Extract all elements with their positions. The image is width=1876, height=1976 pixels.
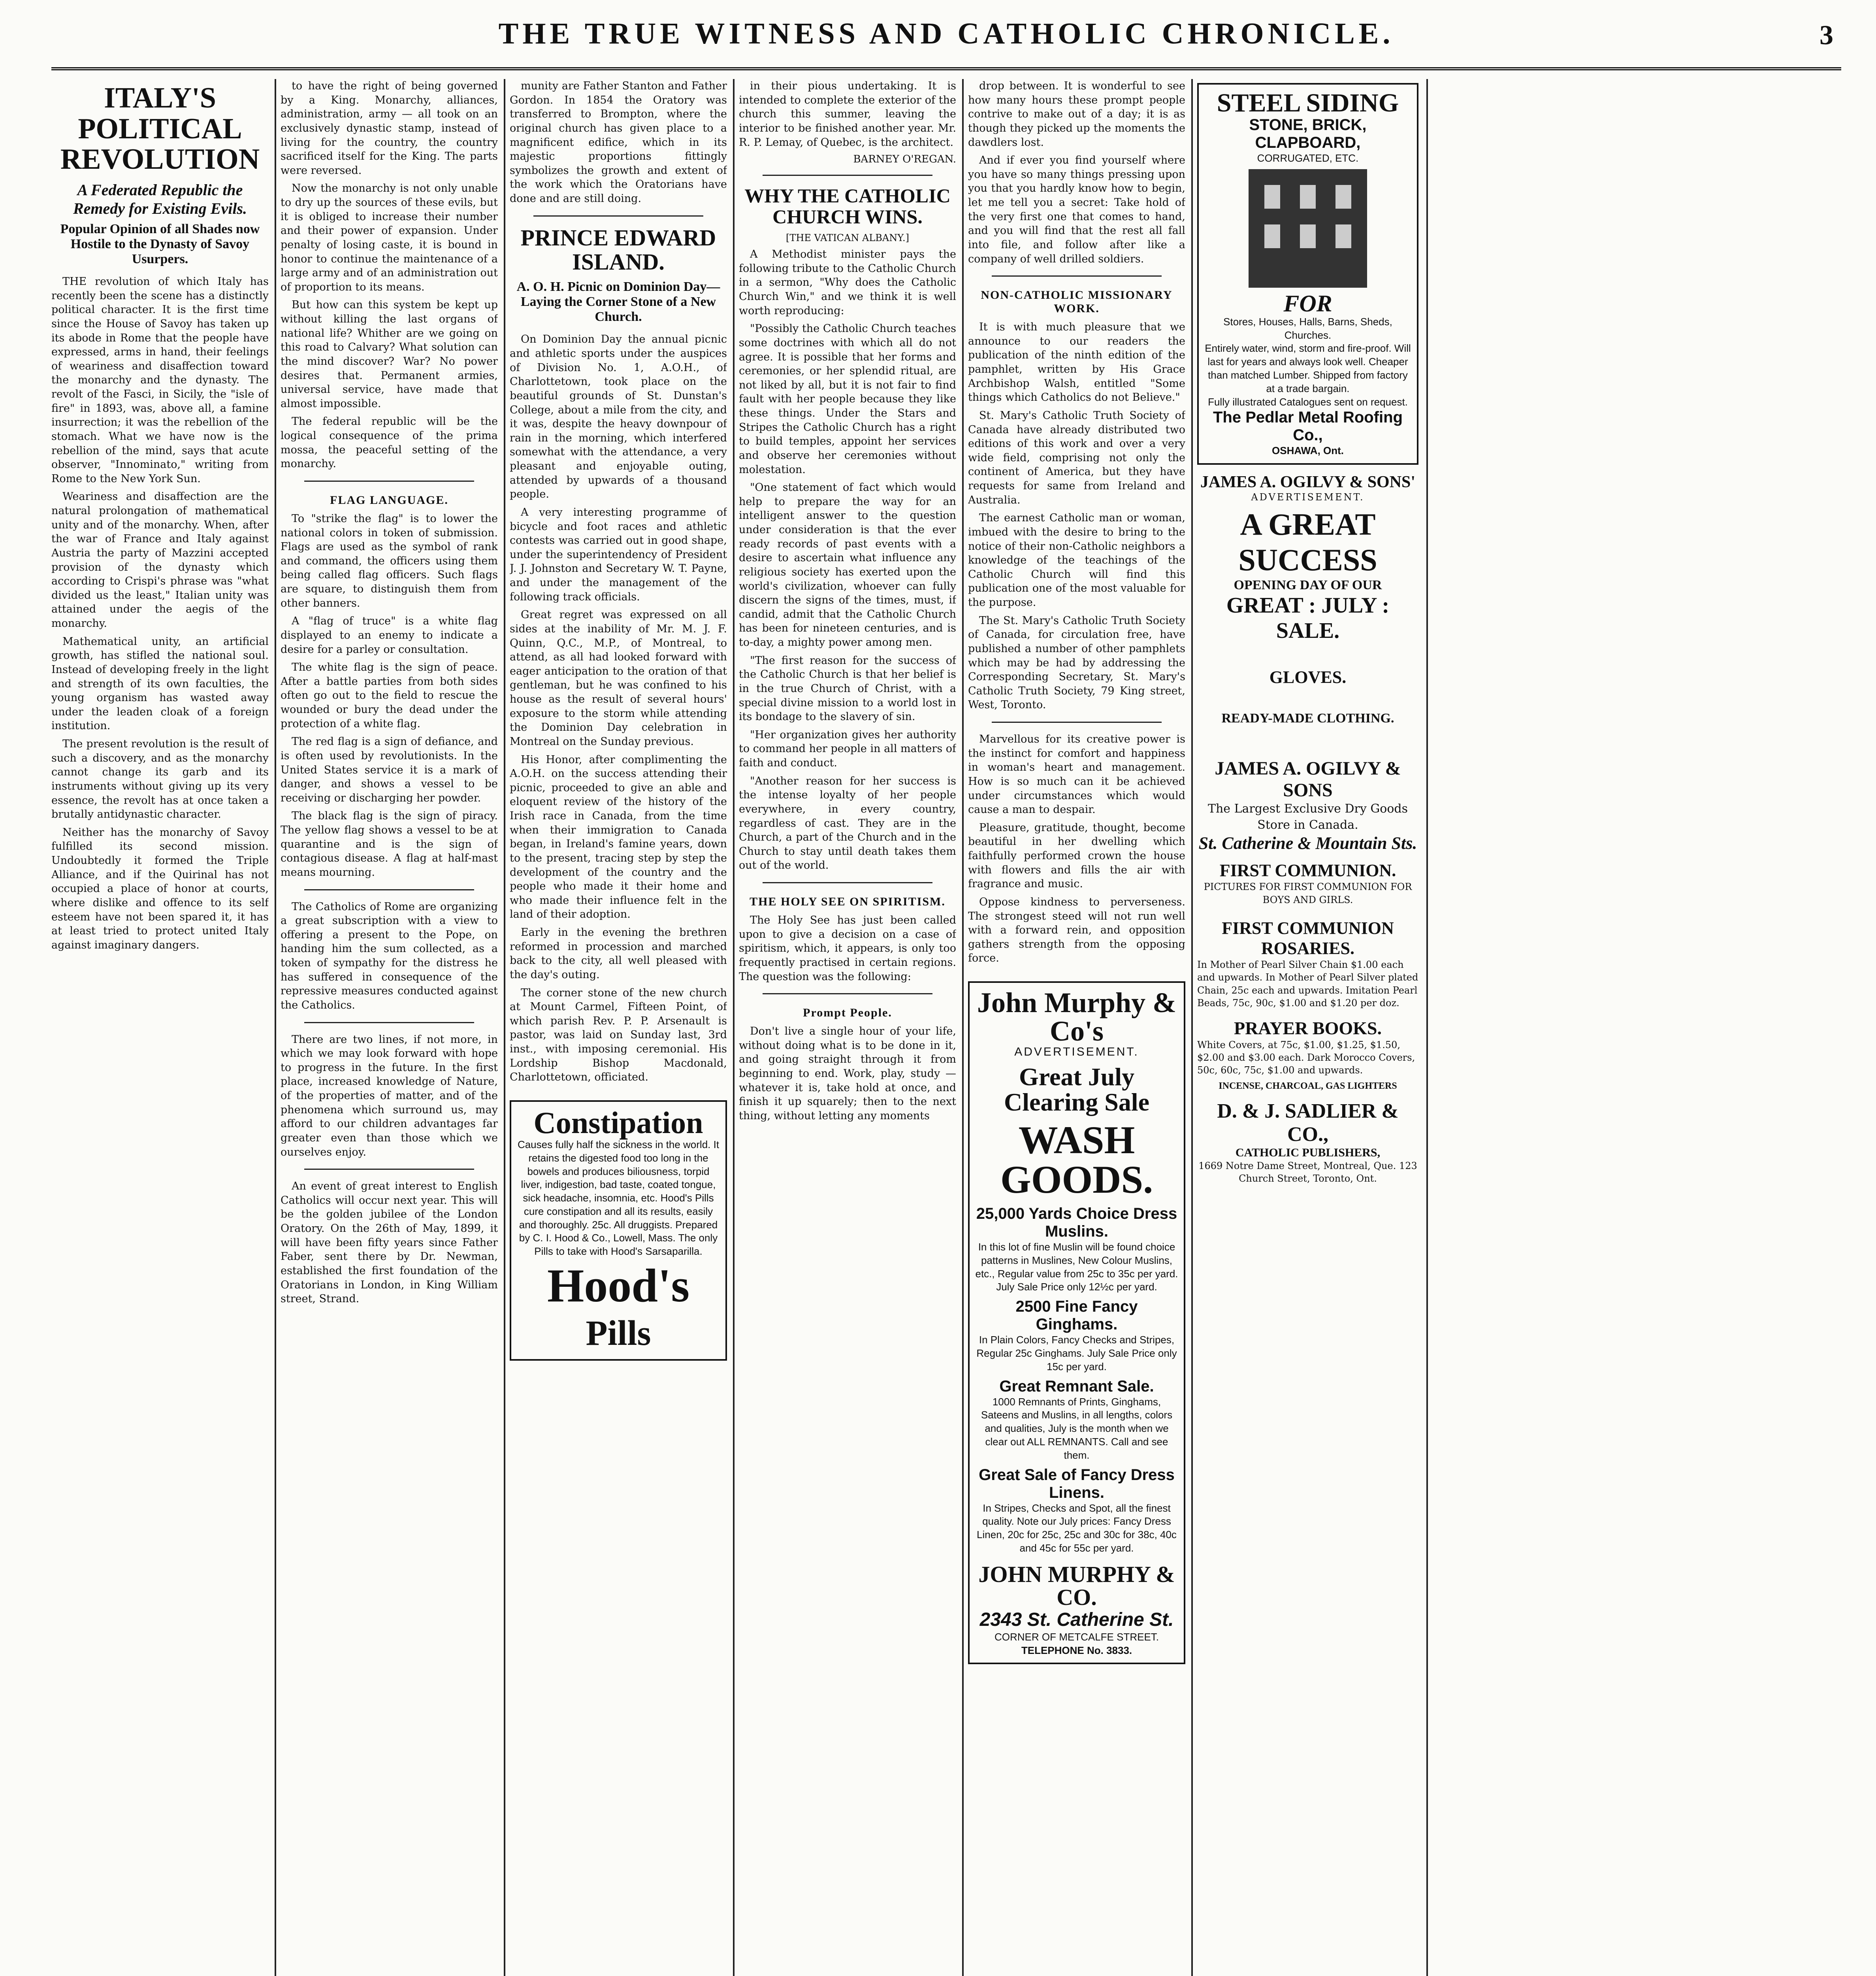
paragraph: Don't live a single hour of your life, without doing what is to be done in it, and going straight through it from beginning to end. Work, play, study — whatever it is, take hold at once, and finish it up squarely; then to the next thing, without letting any moments — [739, 1025, 956, 1122]
ad-heading: FIRST COMMUNION ROSARIES. — [1222, 918, 1394, 958]
ad-corner: CORNER OF METCALFE STREET. — [994, 1631, 1159, 1643]
paragraph: There are two lines, if not more, in which we may look forward with hope to progress in the future. In the first place, increased knowledge of Nature, of the properties of matter, and of the phenomena which surround us, may afford to our children advantages far greater even than those which we ourselves enjoy. — [281, 1033, 498, 1158]
ad-body: In Stripes, Checks and Spot, all the finest quality. Note our July prices: Fancy Dress Linen, 20c for 25c, 25c and 30c for 38c, 40c and 45c for 55c per yard. — [977, 1502, 1177, 1554]
article-headline: NON-CATHOLIC MISSIONARY WORK. — [981, 288, 1173, 315]
ad-body: Stores, Houses, Halls, Barns, Sheds, Churches. — [1223, 315, 1392, 341]
ad-address: St. Catherine & Mountain Sts. — [1198, 833, 1417, 853]
column-rule — [733, 79, 735, 1976]
ad-title: STEEL SIDING — [1217, 89, 1399, 117]
column-rule — [1191, 79, 1193, 1976]
ad-brand: Hood's — [547, 1259, 690, 1312]
divider — [992, 722, 1162, 723]
paragraph: A very interesting programme of bicycle and foot races and athletic contests was carried out in good shape, under the superintendency of President J. J. Johnston and Secretary W. T. Payne, and under the management of the following track officials. — [510, 506, 727, 603]
ad-firm: JAMES A. OGILVY & SONS — [1215, 758, 1401, 801]
paragraph: It is with much pleasure that we announce to our readers the publication of the ninth edition of the pamphlet, written by His Grace Archbishop Walsh, entitled "Some things which Catholics do not Believe." — [968, 321, 1185, 404]
ogilvy-ad — [1197, 473, 1418, 853]
paragraph: The present revolution is the result of such a discovery, and as the monarchy cannot change its garb and its instruments without giving up its very essence, the revolt has at once taken a brutally antidynastic character. — [51, 738, 269, 821]
paragraph: The corner stone of the new church at Mount Carmel, Fifteen Point, of which parish Rev. P. P. Arsenault is pastor, was laid on Sunday last, 3rd inst., with imposing ceremonial. His Lordship Bishop Macdonald, Charlottetown, officiated. — [510, 986, 727, 1084]
byline: BARNEY O'REGAN. — [853, 153, 956, 166]
paragraph: to have the right of being governed by a King. Monarchy, alliances, administration, army — all took on an exclusively dynastic stamp, instead of living for the country, the country sacrificed itself for the King. The parts were reversed. — [281, 80, 498, 177]
paragraph: The earnest Catholic man or woman, imbued with the desire to bring to the notice of their non-Catholic neighbors a knowledge of the teachings of the Catholic Church will find this publication one of the most valuable for the purpose. — [968, 512, 1185, 609]
paragraph: But how can this system be kept up without killing the last organs of national life? Whither are we going on this road to Calvary? What solution can the mind discover? War? No power desires that. Permanent armies, universal service, have made that almost impossible. — [281, 299, 498, 410]
ad-firm-name: John Murphy & Co's — [977, 987, 1177, 1047]
column-3 — [510, 79, 727, 1976]
sadlier-ad — [1197, 860, 1418, 1185]
paragraph: "Possibly the Catholic Church teaches some doctrines with which all do not agree. It is possible that her forms and ceremonies, or her splendid ritual, are not liked by all, but it is not fair to find fault with her people because they like these things. Under the Stars and Stripes the Catholic Church has a right to build temples, appoint her services and observe her ceremonies without molestation. — [739, 322, 956, 476]
paragraph: Mathematical unity, an artificial growth, has stifled the national soul. Instead of developing freely in the light and strength of its own faculties, the young organism has wasted away under the leaden cloak of a foreign institution. — [51, 635, 269, 732]
ad-line: 25,000 Yards Choice Dress Muslins. — [976, 1205, 1177, 1240]
ad-great-sale: GREAT : JULY : SALE. — [1226, 593, 1390, 643]
ad-for: FOR — [1283, 290, 1332, 317]
ad-firm: D. & J. SADLIER & CO., — [1217, 1099, 1399, 1146]
paragraph: drop between. It is wonderful to see how many hours these prompt people contrive to make out of a day; it is as though they picked up the moments the dawdlers lost. — [968, 80, 1185, 149]
paragraph: THE revolution of which Italy has recently been the scene has a distinctly political character. It is the first time since the House of Savoy has taken up its abode in Rome that the people have expressed, arms in hand, their feelings of weariness and disaffection toward the monarchy and the dynasty. The revolt of the Fasci, in Sicily, the "isle of fire" in 1893, was, above all, a famine insurrection; it was the rebellion of the stomach. What we have now is the rebellion of the mind, says that acute observer, "Innominato," writing from Rome to the New York Sun. — [51, 275, 269, 485]
paragraph: The black flag is the sign of piracy. The yellow flag shows a vessel to be at quarantine and is the sign of contagious disease. A flag at half-mast means mourning. — [281, 810, 498, 879]
column-rule — [962, 79, 964, 1976]
article-headline: PRINCE EDWARD ISLAND. — [520, 224, 716, 275]
paragraph: An event of great interest to English Catholics will occur next year. This will be the golden jubilee of the London Oratory. On the 26th of May, 1899, it will have been fifty years since Father Faber, sent there by Dr. Newman, established the first foundation of the Oratorians in London, in King William street, Strand. — [281, 1180, 498, 1305]
article-headline: ITALY'S POLITICAL REVOLUTION — [60, 82, 260, 176]
newspaper-page — [16, 0, 1860, 1976]
ad-label: ADVERTISEMENT. — [1251, 492, 1365, 503]
newspaper-title: THE TRUE WITNESS AND CATHOLIC CHRONICLE. — [498, 17, 1394, 50]
paragraph: The federal republic will be the logical consequence of the prima mossa, the peaceful setting of the monarchy. — [281, 415, 498, 470]
column-2 — [281, 79, 498, 1976]
ad-line: Great Sale of Fancy Dress Linens. — [979, 1466, 1175, 1501]
steel-siding-ad — [1197, 83, 1418, 465]
divider — [533, 215, 703, 217]
ad-address: 2343 St. Catherine St. — [979, 1609, 1174, 1630]
paragraph: Weariness and disaffection are the natural prolongation of mathematical unity and of the monarchy. When, after the war of France and Italy against Austria the party of Mazzini accepted provision of the dynasty which according to Crispi's phrase was "what divided us the least," Italian unity was attained under the aegis of the monarchy. — [51, 490, 269, 630]
divider — [304, 889, 474, 890]
ad-heading: INCENSE, CHARCOAL, GAS LIGHTERS — [1219, 1080, 1397, 1091]
ad-address: 1669 Notre Dame Street, Montreal, Que. 123 Church Street, Toronto, Ont. — [1198, 1160, 1417, 1184]
article-headline: FLAG LANGUAGE. — [330, 493, 448, 507]
ad-body: Causes fully half the sickness in the world. It retains the digested food too long in the bowels and produces biliousness, torpid liver, indigestion, bad taste, coated tongue, sick headache, insomnia, etc. Hood's Pills cure constipation and all its results, easily and thoroughly. 25c. All druggists. Prepared by C. I. Hood & Co., Lowell, Mass. The only Pills to take with Hood's Sarsaparilla. — [517, 1138, 720, 1258]
ad-brand: Pills — [586, 1314, 651, 1353]
ad-body: In Plain Colors, Fancy Checks and Stripes, Regular 25c Ginghams. July Sale Price only 15c per yard. — [976, 1334, 1177, 1373]
ad-label: ADVERTISEMENT. — [1014, 1045, 1139, 1058]
masthead — [51, 8, 1841, 70]
ad-title: Constipation — [533, 1105, 703, 1140]
ad-line: Great Remnant Sale. — [999, 1377, 1154, 1395]
paragraph: The Holy See has just been called upon to give a decision on a case of spiritism, which, it appears, is only too frequently practised in certain regions. The question was the following: — [739, 914, 956, 983]
paragraph: "Another reason for her success is the intense loyalty of her people everywhere, in every country, regardless of cast. They are in the Church, a part of the Church and in the Church to stay until death takes them out of the world. — [739, 775, 956, 872]
article-headline: WHY THE CATHOLIC CHURCH WINS. — [744, 185, 951, 228]
paragraph: Early in the evening the brethren reformed in procession and marched back to the city, all well pleased with the day's outing. — [510, 926, 727, 981]
article-subhead: A. O. H. Picnic on Dominion Day—Laying the Corner Stone of a New Church. — [516, 279, 720, 324]
paragraph: Marvellous for its creative power is the instinct for comfort and happiness in woman's heart and management. How is so much can it be achieved under circumstances which would cause a man to despair. — [968, 733, 1185, 816]
paragraph: And if ever you find yourself where you have so many things pressing upon you that you hardly know how to begin, let me tell you a secret: Take hold of the very first one that comes to hand, and you will find that the rest all fall into file, and follow after like a company of well drilled soldiers. — [968, 154, 1185, 265]
paragraph: The white flag is the sign of peace. After a battle parties from both sides often go out to the field to rescue the wounded or bury the dead under the protection of a white flag. — [281, 661, 498, 730]
john-murphy-ad — [968, 981, 1185, 1664]
paragraph: Pleasure, gratitude, thought, become beautiful in her dwelling which faithfully performed crown the house with flowers and fills the air with fragrance and music. — [968, 821, 1185, 890]
divider — [304, 481, 474, 482]
ad-firm: The Pedlar Metal Roofing Co., — [1213, 409, 1403, 444]
paragraph: "The first reason for the success of the Catholic Church is that her belief is in the true Church of Christ, with a special divine mission to a world lost in its bondage to the slavery of sin. — [739, 654, 956, 723]
divider — [304, 1022, 474, 1023]
ad-heading: PRAYER BOOKS. — [1234, 1018, 1382, 1038]
divider — [992, 275, 1162, 277]
ad-goods: WASH GOODS. — [1000, 1118, 1153, 1201]
paragraph: The red flag is a sign of defiance, and is often used by revolutionists. In the United States service it is a mark of danger, and shows a vessel to be receiving or discharging her powder. — [281, 735, 498, 804]
ad-body: In this lot of fine Muslin will be found choice patterns in Muslines, New Colour Muslins, etc., Regular value from 25c to 35c per yard. July Sale Price only 12½c per yard. — [975, 1241, 1178, 1293]
column-1 — [51, 79, 269, 1976]
paragraph: in their pious undertaking. It is intended to complete the exterior of the church this summer, leaving the interior to be finished another year. Mr. R. P. Lemay, of Quebec, is the architect. — [739, 80, 956, 149]
article-headline: Prompt People. — [803, 1006, 892, 1020]
divider — [304, 1169, 474, 1170]
ad-line: 2500 Fine Fancy Ginghams. — [1015, 1298, 1138, 1333]
paragraph: The St. Mary's Catholic Truth Society of Canada, for circulation free, have published a number of other pamphlets which may be had by addressing the Corresponding Secretary, St. Mary's Catholic Truth Society, 79 King street, West, Toronto. — [968, 614, 1185, 711]
paragraph: On Dominion Day the annual picnic and athletic sports under the auspices of Division No. 1, A.O.H., of Charlottetown, took place on the beautiful grounds of St. Dunstan's College, about a mile from the city, and it was, despite the heavy downpour of rain in the morning, which interfered somewhat with the attendance, a very pleasant and enjoyable outing, attended by upwards of a thousand people. — [510, 333, 727, 501]
ad-body: 1000 Remnants of Prints, Ginghams, Sateens and Muslins, in all lengths, colors and qualities, July is the month when we clear out ALL REMNANTS. Call and see them. — [981, 1395, 1173, 1461]
ad-sale-title: Great July Clearing Sale — [1004, 1063, 1149, 1116]
paragraph: Oppose kindness to perverseness. The strongest steed will not run well with a forward rein, and opposition gathers strength from the opposing force. — [968, 896, 1185, 965]
article-subhead: A Federated Republic the Remedy for Existing Evils. — [73, 181, 247, 218]
ad-body: In Mother of Pearl Silver Chain $1.00 each and upwards. In Mother of Pearl Silver plated Chain, 25c each and upwards. Imitation Pearl Beads, 75c, 90c, $1.00 and $1.20 per doz. — [1197, 959, 1418, 1009]
article-headline: THE HOLY SEE ON SPIRITISM. — [750, 895, 946, 908]
paragraph: A Methodist minister pays the following tribute to the Catholic Church in a sermon, "Why does the Catholic Church Win," and we think it is well worth reproducing: — [739, 248, 956, 317]
paragraph: His Honor, after complimenting the A.O.H. on the success attending their picnic, proceeded to give an able and eloquent review of the history of the Irish race in Canada, from the time when their immigration to Canada began, in Ireland's famine years, down to the present, tracing step by step the development of the country and the people who made it their home and who made their influence felt in the land of their adoption. — [510, 753, 727, 921]
hoods-pills-ad — [510, 1100, 727, 1361]
building-illustration — [1249, 169, 1367, 288]
ad-place: OSHAWA, Ont. — [1272, 445, 1344, 457]
paragraph: To "strike the flag" is to lower the national colors in token of submission. Flags are used as the symbol of rank and command, the officers using them being called flag officers. Such flags are square, to distinguish them from other banners. — [281, 512, 498, 609]
column-5 — [968, 79, 1185, 1976]
ad-subtitle: STONE, BRICK, CLAPBOARD, — [1249, 116, 1367, 151]
article-source: [THE VATICAN ALBANY.] — [786, 232, 909, 244]
ad-ready-made: READY-MADE CLOTHING. — [1221, 711, 1394, 726]
ad-body: Entirely water, wind, storm and fire-proof. Will last for years and always look well. Cheaper than matched Lumber. Shipped from factory at a trade bargain. — [1205, 342, 1411, 394]
ad-body: White Covers, at 75c, $1.00, $1.25, $1.50, $2.00 and $3.00 each. Dark Morocco Covers, 50c, 60c, 75c, $1.00 and upwards. — [1197, 1039, 1415, 1076]
paragraph: "One statement of fact which would help to prepare the way for an intelligent answer to the question under consideration is that the ever ready records of past events with a desire to ascertain what influence any religious society has exerted upon the world's civilization, whoever can fully discern the signs of the times, must, if candid, admit that the Catholic Church has been for nineteen centuries, and is to-day, a mighty power among men. — [739, 481, 956, 649]
ad-gloves: GLOVES. — [1269, 667, 1347, 687]
ad-body: PICTURES FOR FIRST COMMUNION FOR BOYS AND GIRLS. — [1204, 881, 1412, 905]
divider — [763, 175, 932, 176]
ad-heading: FIRST COMMUNION. — [1219, 861, 1396, 881]
page-number: 3 — [1819, 20, 1833, 51]
column-rule — [504, 79, 505, 1976]
paragraph: "Her organization gives her authority to command her people in all matters of faith and conduct. — [739, 728, 956, 769]
ad-firm: JOHN MURPHY & CO. — [978, 1561, 1175, 1610]
paragraph: A "flag of truce" is a white flag displayed to an enemy to indicate a desire for a parley or consultation. — [281, 615, 498, 656]
column-rule — [275, 79, 276, 1976]
paragraph: The Catholics of Rome are organizing a great subscription with a view to offering a present to the Pope, on handing him the sum collected, as a token of sympathy for the distress he has suffered in consequence of the repressive measures conducted against the Catholics. — [281, 900, 498, 1011]
ad-subtitle: CORRUGATED, ETC. — [1257, 152, 1359, 164]
ad-firm: JAMES A. OGILVY & SONS' — [1200, 473, 1416, 492]
ad-success: A GREAT SUCCESS — [1238, 507, 1377, 577]
ad-phone: TELEPHONE No. 3833. — [1021, 1644, 1132, 1656]
column-rule — [1426, 79, 1428, 1976]
column-4 — [739, 79, 956, 1976]
paragraph: Now the monarchy is not only unable to dry up the sources of these evils, but it is obliged to increase their number and their power of expansion. Under penalty of losing caste, it is bound in honor to continue the maintenance of a large army and of an administration out of proportion to its means. — [281, 182, 498, 293]
article-subhead: Popular Opinion of all Shades now Hostile to the Dynasty of Savoy Usurpers. — [60, 222, 260, 267]
column-6 — [1197, 79, 1418, 1976]
ad-body: Fully illustrated Catalogues sent on request. — [1208, 396, 1408, 408]
divider — [763, 882, 932, 883]
paragraph: Neither has the monarchy of Savoy fulfilled its second mission. Undoubtedly it formed the Triple Alliance, and if the Quirinal has not occupied a place of honor at courts, where dislike and offence to its self esteem have not been spared it, it has at least tried to protect united Italy against imaginary dangers. — [51, 826, 269, 951]
divider — [763, 993, 932, 994]
paragraph: Great regret was expressed on all sides at the inability of Mr. M. J. F. Quinn, Q.C., M.P., of Montreal, to attend, as all had looked forward with eager anticipation to the oration of that gentleman, but he was confined to his house as the result of several hours' exposure to the storm while attending the Dominion Day celebration in Montreal on the Sunday previous. — [510, 609, 727, 748]
paragraph: munity are Father Stanton and Father Gordon. In 1854 the Oratory was transferred to Brompton, where the original church has given place to a magnificent edifice, which in its majestic proportions fittingly symbolizes the growth and extent of the work which the Oratorians have done and are still doing. — [510, 80, 727, 205]
ad-largest: The Largest Exclusive Dry Goods Store in Canada. — [1207, 802, 1408, 832]
ad-label: CATHOLIC PUBLISHERS, — [1235, 1146, 1381, 1159]
paragraph: St. Mary's Catholic Truth Society of Canada have already distributed two editions of this work and over a very wide field, comprising not only the continent of America, but they have requests for same from Ireland and Australia. — [968, 409, 1185, 506]
ad-opening: OPENING DAY OF OUR — [1234, 578, 1382, 593]
